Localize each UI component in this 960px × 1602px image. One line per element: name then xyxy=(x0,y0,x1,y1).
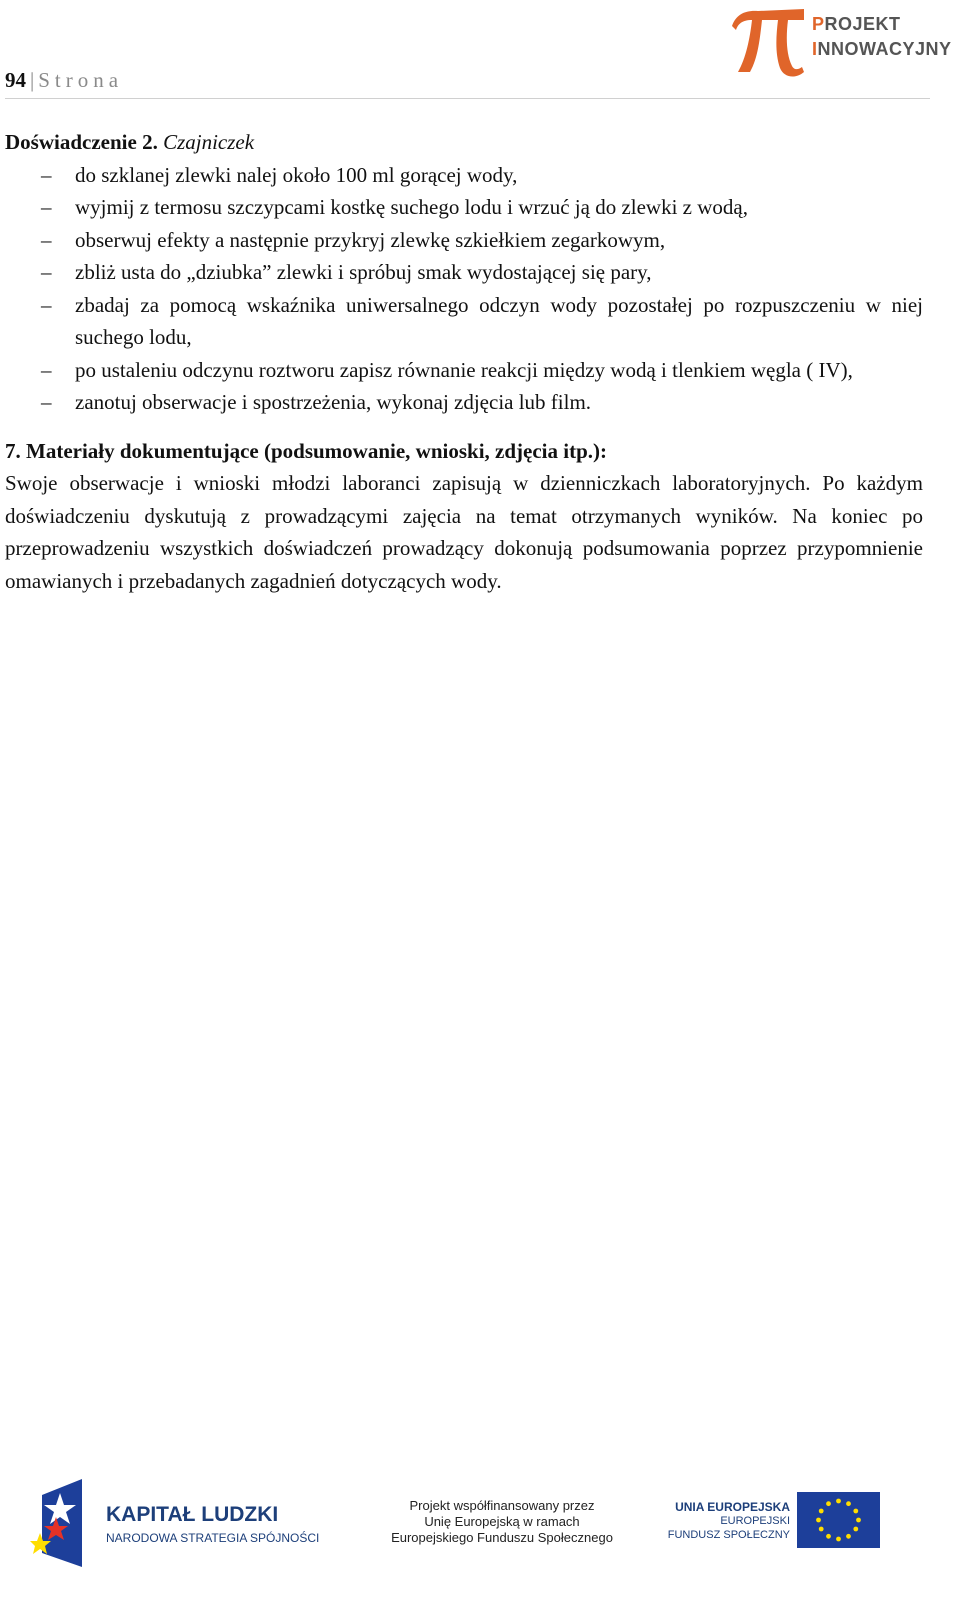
dash-bullet-icon: – xyxy=(41,260,52,284)
dash-bullet-icon: – xyxy=(41,292,52,317)
list-item: – obserwuj efekty a następnie przykryj zlewkę szkiełkiem zegarkowym, xyxy=(5,224,923,257)
section-heading: 7. Materiały dokumentujące (podsumowanie, wnioski, zdjęcia itp.): xyxy=(5,438,607,463)
list-item: – do szklanej zlewki nalej około 100 ml gorącej wody, xyxy=(5,159,923,192)
eu-fund-label: UNIA EUROPEJSKA EUROPEJSKI FUNDUSZ SPOŁECZNY xyxy=(667,1500,790,1541)
page-header xyxy=(0,0,960,100)
experiment-name: Czajniczek xyxy=(163,130,255,154)
page-word: Strona xyxy=(38,68,124,92)
list-item: – zbliż usta do „dziubka” zlewki i spróbuj smak wydostającej się pary, xyxy=(5,256,923,289)
logo-line-2: INNOWACYJNY xyxy=(812,39,952,59)
dash-bullet-icon: – xyxy=(41,162,52,187)
page-footer xyxy=(0,1470,960,1602)
kapital-ludzki-emblem-icon xyxy=(30,1475,90,1570)
list-item: – wyjmij z termosu szczypcami kostkę suchego lodu i wrzuć ją do zlewki z wodą, xyxy=(5,191,923,224)
cofinancing-note: Projekt współfinansowany przez Unię Europejską w ramach Europejskiego Funduszu Społecznego xyxy=(391,1498,613,1545)
dash-bullet-icon: – xyxy=(41,390,52,414)
list-item: – zbadaj za pomocą wskaźnika uniwersalnego odczyn wody pozostałej po rozpuszczeniu w niej suchego lodu, xyxy=(5,289,923,354)
page-number xyxy=(5,68,123,93)
dash-bullet-icon: – xyxy=(41,357,52,382)
page-number-value: 94 xyxy=(5,68,26,92)
dash-bullet-icon: – xyxy=(41,227,52,252)
kapital-ludzki-title: KAPITAŁ LUDZKI xyxy=(106,1503,279,1526)
header-divider xyxy=(5,98,930,99)
experiment-label: Doświadczenie 2. xyxy=(5,130,158,154)
kapital-ludzki-logo xyxy=(30,1475,320,1570)
page-content xyxy=(5,126,923,597)
pi-icon xyxy=(728,6,808,78)
page-number-separator: | xyxy=(30,68,35,92)
list-item: – po ustaleniu odczynu roztworu zapisz równanie reakcji między wodą i tlenkiem węgla ( IV), xyxy=(5,354,923,387)
kapital-ludzki-subtitle: NARODOWA STRATEGIA SPÓJNOŚCI xyxy=(106,1531,320,1545)
experiment-title xyxy=(5,126,923,159)
projekt-innowacyjny-logo xyxy=(728,6,960,76)
section-body: Swoje obserwacje i wnioski młodzi laboranci zapisują w dzienniczkach laboratoryjnych. Po każdym doświadczeniu dyskutują z prowadzącymi zajęcia na temat otrzymanych wyników. Na koniec po przeprowadzeniu wszystkich doświadczeń prowadzący dokonują podsumowania poprzez przypomnienie omawianych i przebadanych zagadnień dotyczących wody. xyxy=(5,471,923,593)
experiment-steps xyxy=(5,159,923,419)
list-item: – zanotuj obserwacje i spostrzeżenia, wykonaj zdjęcia lub film. xyxy=(5,386,923,419)
logo-line-1: PROJEKT xyxy=(812,14,901,34)
eu-flag-icon xyxy=(797,1492,880,1548)
dash-bullet-icon: – xyxy=(41,195,52,219)
